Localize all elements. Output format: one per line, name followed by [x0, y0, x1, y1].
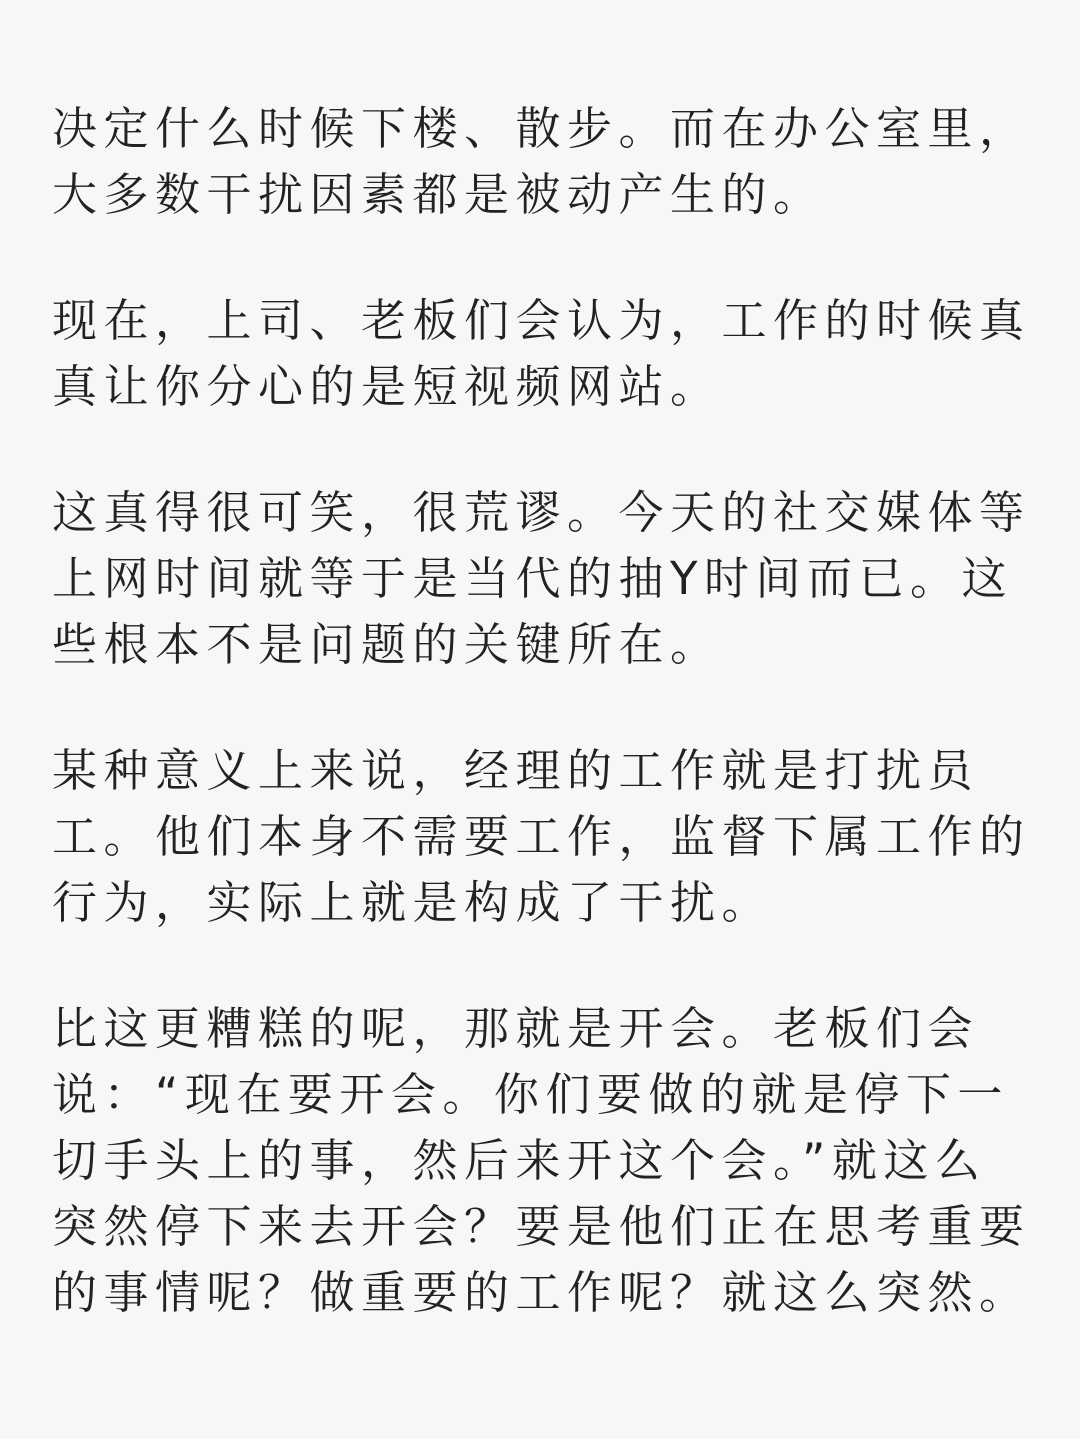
- text-line: 真让你分心的是短视频网站。: [52, 360, 722, 413]
- text-line: 的事情呢？做重要的工作呢？就这么突然。: [52, 1266, 1031, 1319]
- text-line: 比这更糟糕的呢，那就是开会。老板们会: [52, 1002, 980, 1055]
- text-line: 上网时间就等于是当代的抽Y时间而已。这: [52, 552, 1013, 605]
- paragraph-5: [52, 996, 1032, 1326]
- text-line: 这真得很可笑，很荒谬。今天的社交媒体等: [52, 486, 1031, 539]
- paragraph-2: [52, 288, 1032, 420]
- text-line: 工。他们本身不需要工作，监督下属工作的: [52, 810, 1031, 863]
- text-line: 某种意义上来说，经理的工作就是打扰员: [52, 744, 980, 797]
- text-line: 突然停下来去开会？要是他们正在思考重要: [52, 1200, 1031, 1253]
- article-body: [52, 96, 1032, 1386]
- text-line: 行为，实际上就是构成了干扰。: [52, 876, 774, 929]
- paragraph-4: [52, 738, 1032, 936]
- paragraph-1: [52, 96, 1032, 228]
- text-line: 说：“现在要开会。你们要做的就是停下一: [52, 1068, 1009, 1121]
- text-line: 切手头上的事，然后来开这个会。”就这么: [52, 1134, 987, 1187]
- text-line: 现在，上司、老板们会认为，工作的时候真: [52, 294, 1031, 347]
- text-line: 大多数干扰因素都是被动产生的。: [52, 168, 825, 221]
- paragraph-3: [52, 480, 1032, 678]
- text-line: 决定什么时候下楼、散步。而在办公室里，: [52, 102, 1031, 155]
- text-line: 些根本不是问题的关键所在。: [52, 618, 722, 671]
